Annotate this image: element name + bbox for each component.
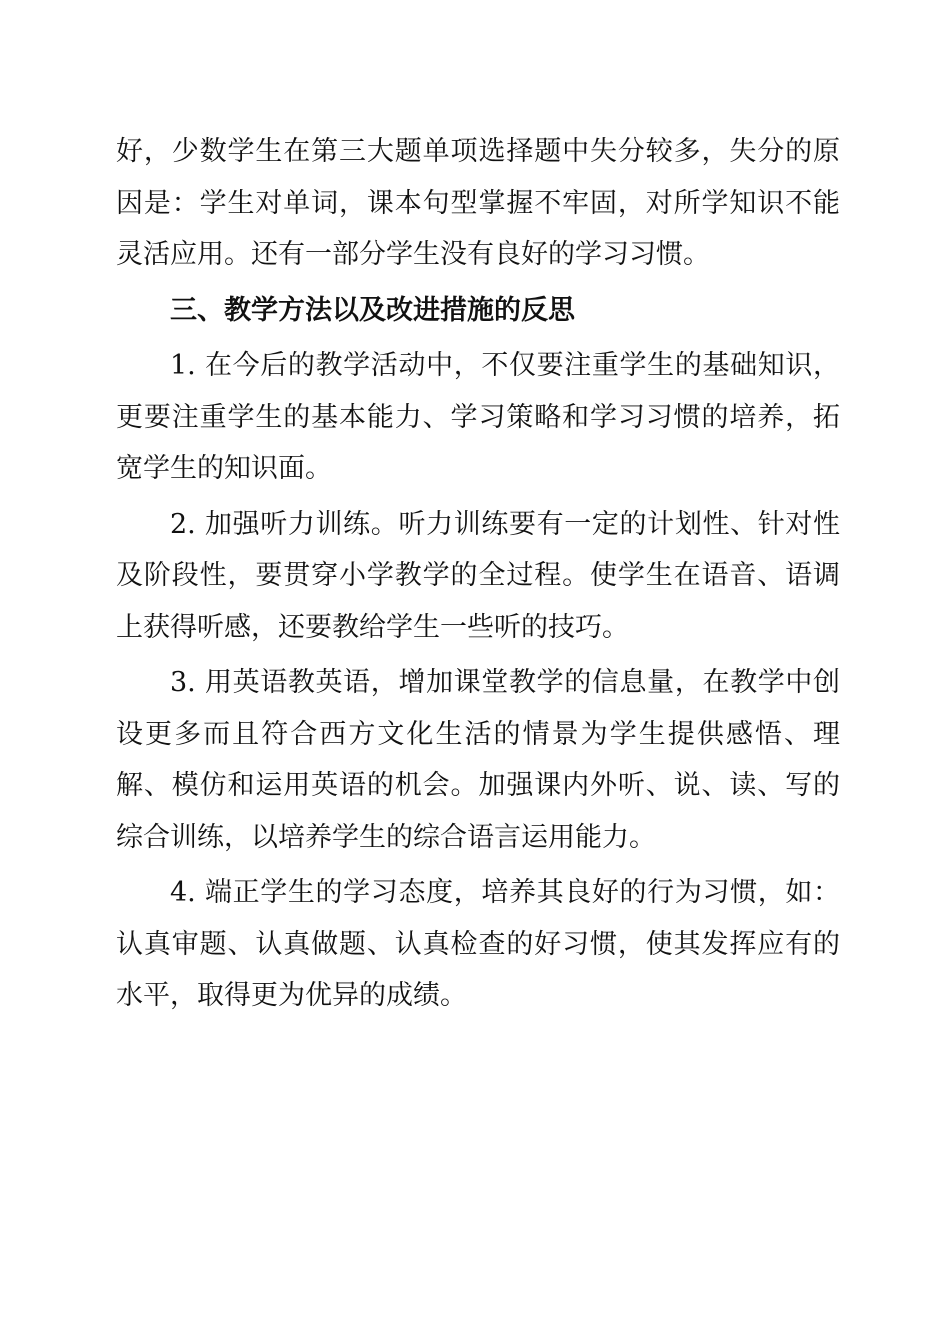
numbered-paragraph-2: 2. 加强听力训练。听力训练要有一定的计划性、针对性及阶段性，要贯穿小学教学的全过程。使学生在语音、语调上获得听感，还要教给学生一些听的技巧。 (116, 508, 840, 643)
continued-paragraph: 好，少数学生在第三大题单项选择题中失分较多，失分的原因是：学生对单词，课本句型掌握不牢固，对所学知识不能灵活应用。还有一部分学生没有良好的学习习惯。 (116, 136, 840, 270)
numbered-paragraph-3: 3. 用英语教英语，增加课堂教学的信息量，在教学中创设更多而且符合西方文化生活的情景为学生提供感悟、理解、模仿和运用英语的机会。加强课内外听、说、读、写的综合训练，以培养学生的综合语言运用能力。 (116, 667, 840, 853)
document-body (116, 126, 840, 1026)
section-heading: 三、教学方法以及改进措施的反思 (170, 294, 575, 326)
numbered-paragraph-1: 1. 在今后的教学活动中，不仅要注重学生的基础知识，更要注重学生的基本能力、学习策略和学习习惯的培养，拓宽学生的知识面。 (116, 350, 840, 484)
numbered-paragraph-4: 4. 端正学生的学习态度，培养其良好的行为习惯，如：认真审题、认真做题、认真检查的好习惯，使其发挥应有的水平，取得更为优异的成绩。 (116, 877, 840, 1011)
